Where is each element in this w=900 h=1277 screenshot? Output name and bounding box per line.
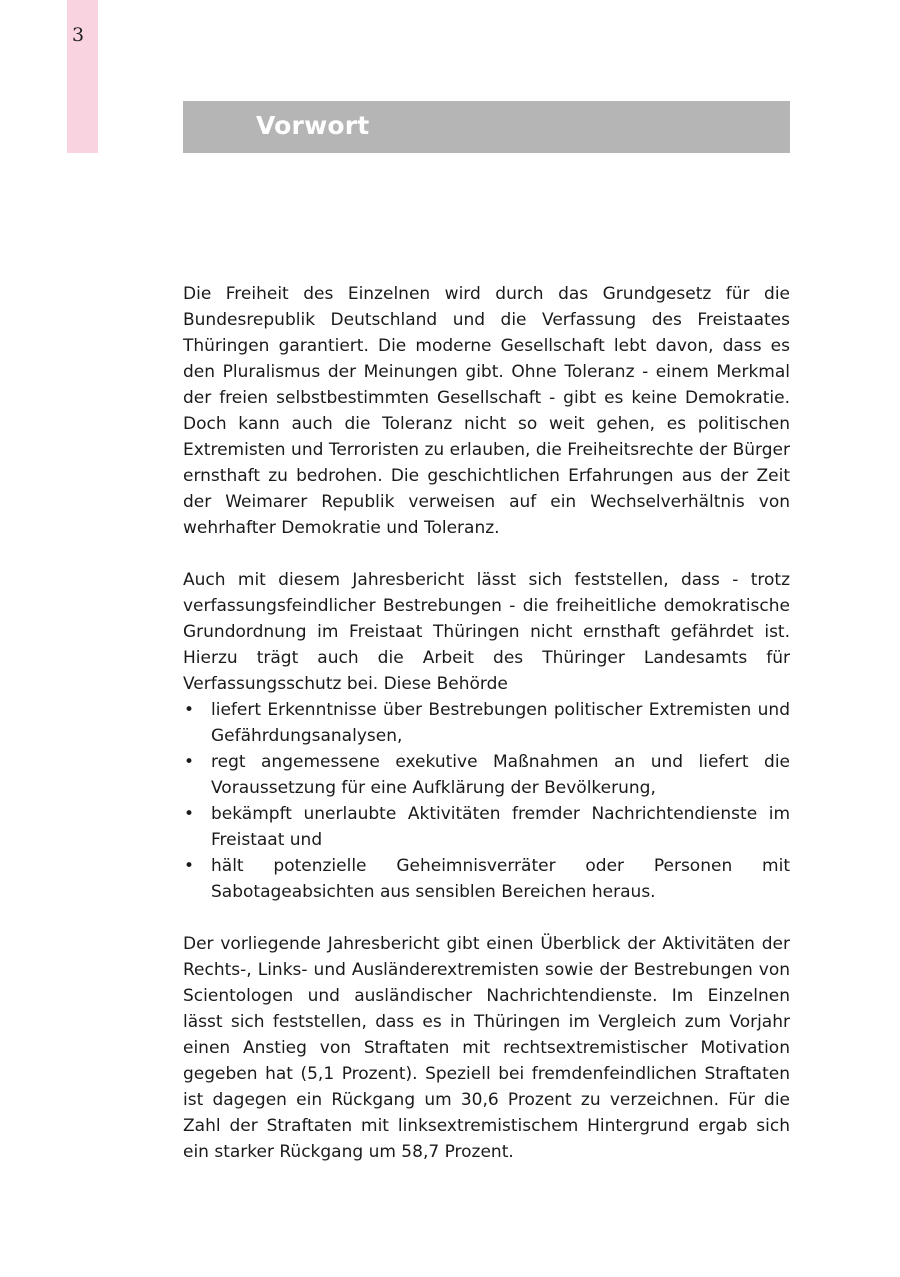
list-item-text: bekämpft unerlaubte Aktivitäten fremder Nachrichtendienste im Freistaat und (211, 804, 790, 850)
list-item-text: liefert Erkenntnisse über Bestrebungen politischer Extremisten und Gefährdungsanalysen, (211, 700, 790, 746)
paragraph-report: Auch mit diesem Jahresbericht lässt sich feststellen, dass - trotz verfassungsfeindlicher Bestrebungen - die freiheitliche demokratische Grundordnung im Freistaat Thüringen nicht ernsthaft gefährdet ist. Hierzu trägt auch die Arbeit des Thüringer Landesamts für Verfassungsschutz bei. Diese Behörde (183, 570, 790, 694)
list-item (183, 801, 790, 853)
list-item (183, 853, 790, 905)
list-item-text: hält potenzielle Geheimnisverräter oder Personen mit Sabotageabsichten aus sensiblen Bereichen heraus. (211, 856, 790, 902)
bullet-icon: • (184, 752, 195, 772)
title-bar (183, 101, 790, 153)
page-title: Vorwort (256, 111, 370, 140)
list-item (183, 749, 790, 801)
task-list (183, 697, 790, 905)
list-item (183, 697, 790, 749)
page-margin-tab (67, 0, 98, 153)
paragraph-intro: Die Freiheit des Einzelnen wird durch das Grundgesetz für die Bundesrepublik Deutschland und die Verfassung des Freistaates Thüringen garantiert. Die moderne Gesellschaft lebt davon, dass es den Pluralismus der Meinungen gibt. Ohne Toleranz - einem Merkmal der freien selbstbestimmten Gesellschaft - gibt es keine Demokratie. Doch kann auch die Toleranz nicht so weit gehen, es politischen Extremisten und Terroristen zu erlauben, die Freiheitsrechte der Bürger ernsthaft zu bedrohen. Die geschichtlichen Erfahrungen aus der Zeit der Weimarer Republik verweisen auf ein Wechselverhältnis von wehrhafter Demokratie und Toleranz. (183, 284, 790, 538)
bullet-icon: • (184, 856, 195, 876)
list-item-text: regt angemessene exekutive Maßnahmen an und liefert die Voraussetzung für eine Aufklärung der Bevölkerung, (211, 752, 790, 798)
page-number: 3 (72, 24, 85, 46)
bullet-icon: • (184, 804, 195, 824)
paragraph-overview: Der vorliegende Jahresbericht gibt einen Überblick der Aktivitäten der Rechts-, Links- und Ausländerextremisten sowie der Bestrebungen von Scientologen und ausländischer Nachrichtendienste. Im Einzelnen lässt sich feststellen, dass es in Thüringen im Vergleich zum Vorjahr einen Anstieg von Straftaten mit rechtsextremistischer Motivation gegeben hat (5,1 Prozent). Speziell bei fremdenfeindlichen Straftaten ist dagegen ein Rückgang um 30,6 Prozent zu verzeichnen. Für die Zahl der Straftaten mit linksextremistischem Hintergrund ergab sich ein starker Rückgang um 58,7 Prozent. (183, 934, 790, 1162)
bullet-icon: • (184, 700, 195, 720)
body-text (183, 281, 790, 1165)
